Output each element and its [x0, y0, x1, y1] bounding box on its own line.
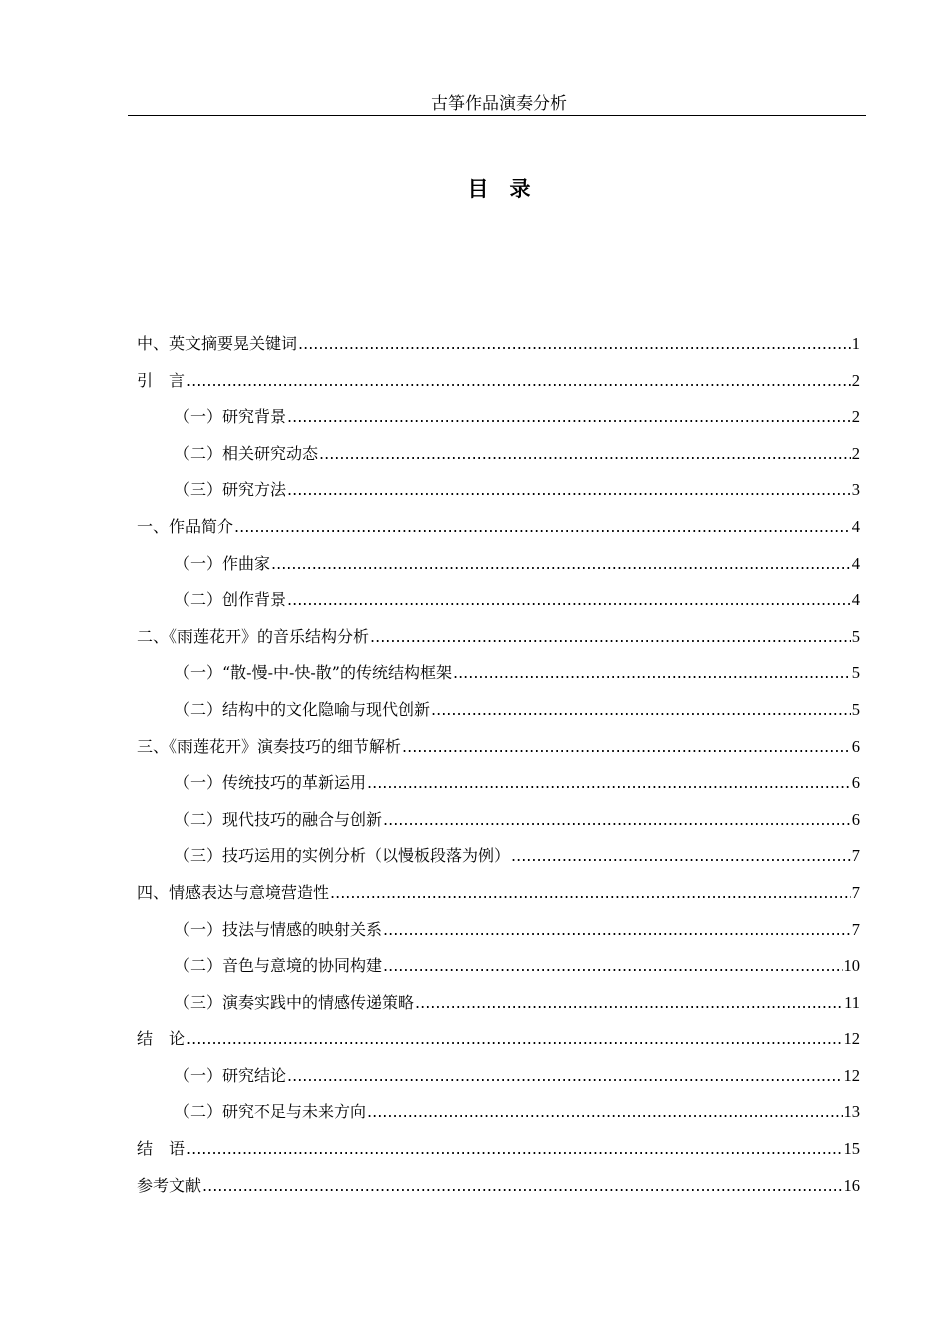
toc-entry[interactable]: [137, 619, 860, 656]
toc-entry-title: （三）技巧运用的实例分析（以慢板段落为例）: [174, 846, 511, 866]
toc-entry[interactable]: [137, 912, 860, 949]
toc-dot-leader: [287, 582, 851, 619]
toc-entry[interactable]: [137, 1131, 860, 1168]
toc-entry-title: 结 语: [137, 1139, 186, 1159]
toc-page-number: 6: [851, 736, 860, 756]
toc-entry[interactable]: [137, 326, 860, 363]
toc-page-number: 12: [843, 1065, 860, 1085]
toc-page-number: 13: [843, 1102, 860, 1122]
running-header-title: 古筝作品演奏分析: [431, 94, 567, 114]
toc-entry[interactable]: [137, 948, 860, 985]
toc-dot-leader: [330, 875, 851, 912]
toc-entry[interactable]: [137, 582, 860, 619]
toc-entry[interactable]: [137, 692, 860, 729]
toc-entry-title: （二）研究不足与未来方向: [174, 1102, 367, 1122]
toc-page-number: 1: [851, 334, 860, 353]
toc-page-number: 6: [851, 809, 860, 829]
toc-entry-title: 引 言: [137, 370, 186, 390]
toc-entry-title: （三）演奏实践中的情感传递策略: [174, 992, 415, 1012]
toc-page-number: 2: [851, 443, 860, 463]
table-of-contents: [137, 326, 860, 1204]
toc-page-number: 7: [851, 846, 860, 866]
toc-entry-title: 二、《雨莲花开》的音乐结构分析: [137, 626, 370, 646]
toc-entry[interactable]: [137, 1168, 860, 1205]
toc-entry[interactable]: [137, 838, 860, 875]
toc-dot-leader: [271, 546, 851, 583]
toc-dot-leader: [202, 1168, 842, 1205]
toc-page-number: 5: [851, 626, 860, 646]
toc-entry-title: 中、英文摘要晃关键词: [137, 334, 298, 353]
toc-dot-leader: [287, 1058, 842, 1095]
toc-page-number: 15: [843, 1139, 860, 1159]
toc-dot-leader: [287, 399, 851, 436]
toc-page-number: 6: [851, 773, 860, 793]
toc-entry[interactable]: [137, 546, 860, 583]
toc-page-number: 5: [851, 699, 860, 719]
toc-entry-title: （一）研究结论: [174, 1065, 287, 1085]
toc-page-number: 11: [844, 992, 860, 1012]
toc-dot-leader: [287, 472, 851, 509]
toc-entry-title: （二）结构中的文化隐喻与现代创新: [174, 699, 431, 719]
toc-entry-title: （一）研究背景: [174, 407, 287, 427]
toc-entry-title: （二）音色与意境的协同构建: [174, 956, 383, 976]
toc-page-number: 4: [851, 553, 860, 573]
toc-entry[interactable]: [137, 655, 860, 692]
toc-dot-leader: [186, 363, 851, 400]
toc-entry[interactable]: [137, 436, 860, 473]
toc-entry[interactable]: [137, 1094, 860, 1131]
toc-entry-title: 一、作品简介: [137, 516, 234, 536]
toc-dot-leader: [383, 802, 851, 839]
toc-dot-leader: [234, 509, 851, 546]
toc-entry-title: 三、《雨莲花开》演奏技巧的细节解析: [137, 736, 402, 756]
toc-heading: 目 录: [467, 177, 531, 201]
toc-page-number: 7: [851, 882, 860, 902]
toc-dot-leader: [186, 1131, 842, 1168]
toc-entry[interactable]: [137, 472, 860, 509]
toc-dot-leader: [402, 729, 851, 766]
toc-page-number: 4: [851, 516, 860, 536]
toc-entry-title: （二）相关研究动态: [174, 443, 319, 463]
toc-dot-leader: [319, 436, 851, 473]
toc-page-number: 7: [851, 919, 860, 939]
toc-dot-leader: [383, 912, 851, 949]
toc-entry[interactable]: [137, 729, 860, 766]
header-rule: [128, 115, 866, 116]
toc-entry[interactable]: [137, 985, 860, 1022]
toc-entry-title: （二）创作背景: [174, 590, 287, 610]
toc-entry-title: （一）作曲家: [174, 553, 271, 573]
toc-entry-title: （二）现代技巧的融合与创新: [174, 809, 383, 829]
toc-entry-title: （一）“散-慢-中-快-散”的传统结构框架: [174, 663, 452, 683]
toc-dot-leader: [453, 655, 851, 692]
toc-entry[interactable]: [137, 802, 860, 839]
toc-dot-leader: [431, 692, 851, 729]
toc-entry[interactable]: [137, 363, 860, 400]
toc-page-number: 2: [851, 370, 860, 390]
toc-entry-title: （三）研究方法: [174, 480, 287, 500]
toc-entry-title: 参考文献: [137, 1175, 202, 1195]
toc-dot-leader: [370, 619, 851, 656]
toc-entry-title: 四、情感表达与意境营造性: [137, 882, 330, 902]
toc-page-number: 3: [851, 480, 860, 500]
toc-entry[interactable]: [137, 509, 860, 546]
toc-dot-leader: [383, 948, 842, 985]
toc-page-number: 4: [851, 590, 860, 610]
toc-entry[interactable]: [137, 875, 860, 912]
toc-dot-leader: [367, 765, 851, 802]
toc-page-number: 16: [843, 1175, 860, 1195]
toc-dot-leader: [298, 326, 851, 363]
toc-entry[interactable]: [137, 399, 860, 436]
toc-entry-title: （一）技法与情感的映射关系: [174, 919, 383, 939]
toc-entry[interactable]: [137, 1058, 860, 1095]
toc-dot-leader: [367, 1094, 842, 1131]
toc-entry-title: （一）传统技巧的革新运用: [174, 773, 367, 793]
toc-entry[interactable]: [137, 765, 860, 802]
toc-entry-title: 结 论: [137, 1029, 186, 1049]
toc-page-number: 12: [843, 1029, 860, 1049]
toc-page-number: 5: [851, 663, 860, 683]
toc-entry[interactable]: [137, 1021, 860, 1058]
toc-dot-leader: [415, 985, 843, 1022]
toc-page-number: 10: [843, 956, 860, 976]
toc-page-number: 2: [851, 407, 860, 427]
toc-dot-leader: [511, 838, 851, 875]
toc-dot-leader: [186, 1021, 842, 1058]
